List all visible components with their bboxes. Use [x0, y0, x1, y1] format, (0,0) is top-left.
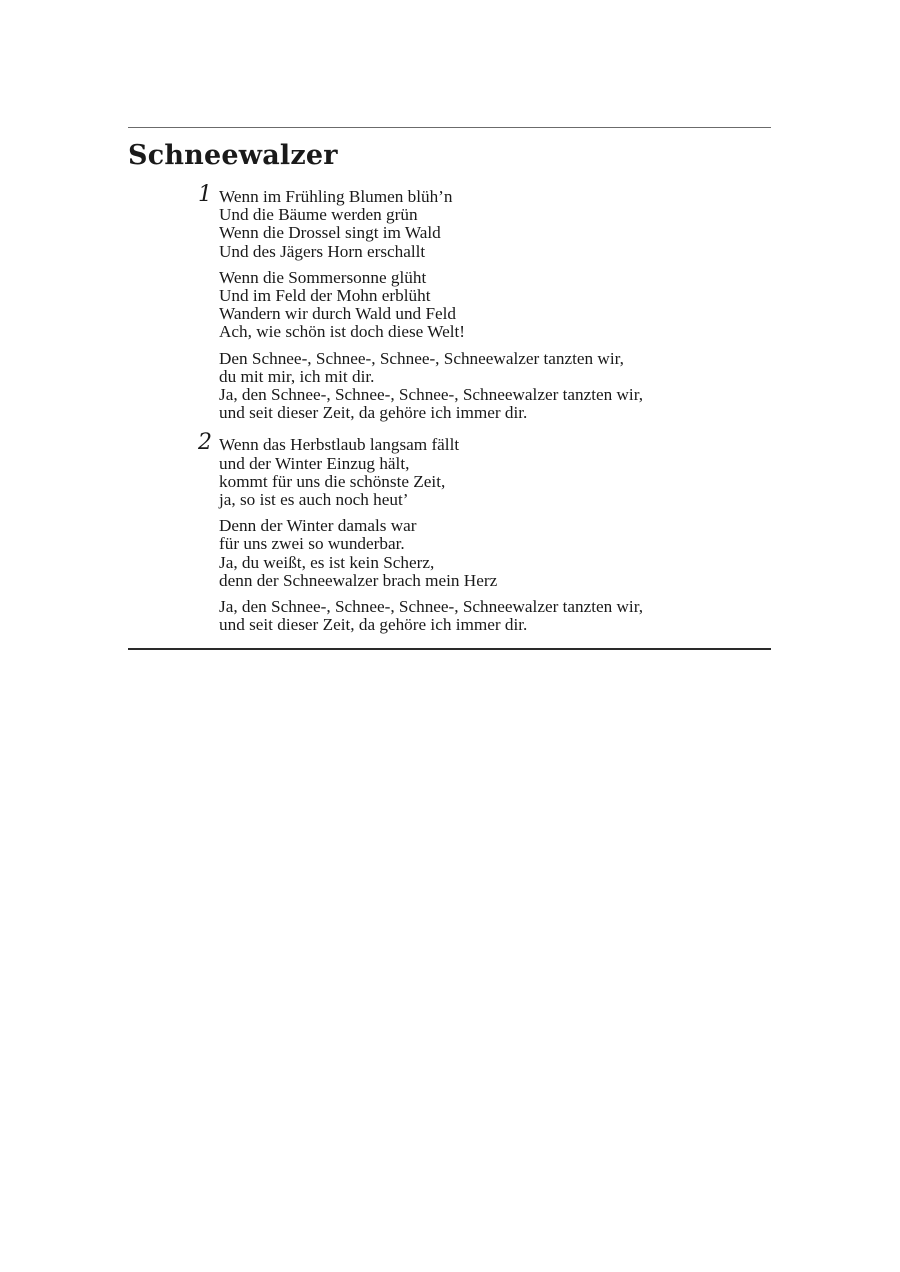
lyric-line: und seit dieser Zeit, da gehöre ich immer dir.: [219, 403, 528, 423]
song-page: [128, 127, 771, 650]
lyric-line: Ja, den Schnee-, Schnee-, Schnee-, Schneewalzer tanzten wir,: [219, 597, 644, 617]
verse-number: 2: [198, 430, 212, 456]
lyric-line: Und im Feld der Mohn erblüht: [219, 286, 431, 306]
lyric-line: für uns zwei so wunderbar.: [219, 534, 405, 554]
lyric-line: Und des Jägers Horn erschallt: [219, 241, 426, 261]
lyric-line: Wenn das Herbstlaub langsam fällt: [219, 435, 460, 455]
top-rule: [128, 127, 771, 128]
lyric-line: du mit mir, ich mit dir.: [219, 366, 375, 386]
verse: [198, 182, 771, 423]
verse-number: 1: [198, 182, 212, 207]
stanza: [219, 188, 771, 261]
lyric-line: Wandern wir durch Wald und Feld: [219, 304, 457, 324]
lyric-line: denn der Schneewalzer brach mein Herz: [219, 570, 498, 590]
lyric-line: ja, so ist es auch noch heut’: [219, 490, 409, 510]
stanza: [219, 436, 771, 509]
stanza: [219, 269, 771, 342]
lyric-line: Ja, den Schnee-, Schnee-, Schnee-, Schneewalzer tanzten wir,: [219, 385, 644, 405]
lyric-line: Wenn die Drossel singt im Wald: [219, 223, 441, 243]
lyric-line: Und die Bäume werden grün: [219, 205, 418, 225]
chorus: [219, 598, 771, 634]
lyric-line: Ja, du weißt, es ist kein Scherz,: [219, 552, 435, 572]
bottom-rule: [128, 648, 771, 650]
lyric-line: Wenn im Frühling Blumen blüh’n: [219, 187, 453, 206]
stanza: [219, 517, 771, 590]
lyric-line: Wenn die Sommersonne glüht: [219, 267, 427, 287]
lyric-line: Den Schnee-, Schnee-, Schnee-, Schneewalzer tanzten wir,: [219, 348, 624, 368]
verse: [198, 430, 771, 635]
lyric-line: kommt für uns die schönste Zeit,: [219, 471, 446, 491]
song-title: Schneewalzer: [128, 140, 338, 171]
lyric-line: und der Winter Einzug hält,: [219, 453, 410, 473]
chorus: [219, 350, 771, 423]
verses: [128, 182, 771, 635]
lyric-line: Ach, wie schön ist doch diese Welt!: [219, 322, 466, 342]
lyric-line: Denn der Winter damals war: [219, 516, 417, 536]
lyric-line: und seit dieser Zeit, da gehöre ich immer dir.: [219, 615, 528, 635]
